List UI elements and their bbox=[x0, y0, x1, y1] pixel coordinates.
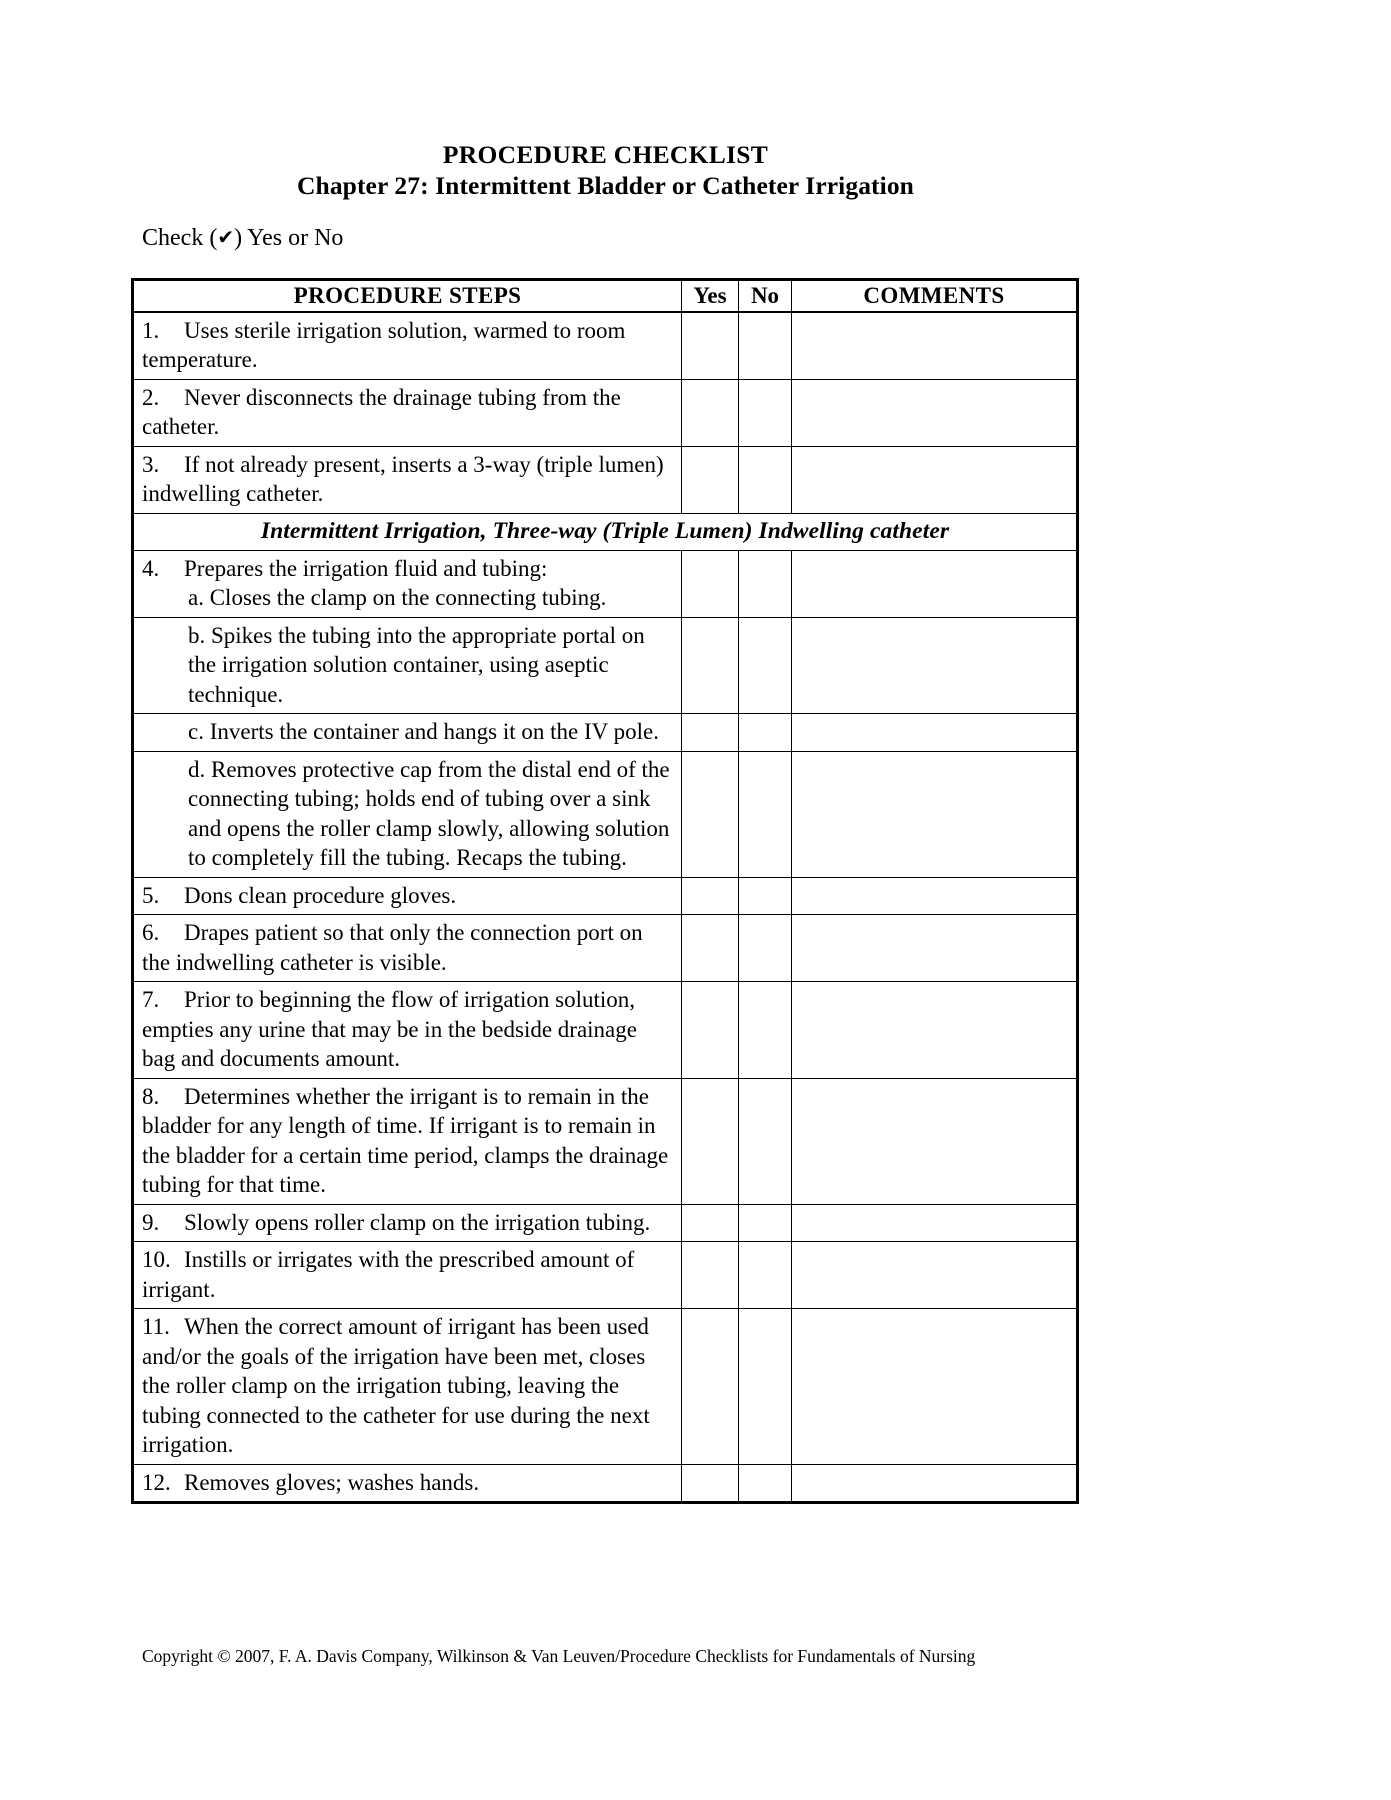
step-text: Determines whether the irrigant is to remain in the bladder for any length of time. If irrigant is to remain in the bladder for a certain time period, clamps the drainage tubing for that time. bbox=[142, 1083, 669, 1197]
table-row bbox=[133, 982, 1078, 1079]
no-checkbox-cell[interactable] bbox=[739, 617, 792, 714]
no-checkbox-cell[interactable] bbox=[739, 1464, 792, 1503]
comments-cell[interactable] bbox=[792, 714, 1078, 752]
comments-cell[interactable] bbox=[792, 751, 1078, 877]
yes-checkbox-cell[interactable] bbox=[682, 1242, 739, 1309]
step-number: 1. bbox=[142, 317, 160, 343]
no-checkbox-cell[interactable] bbox=[739, 751, 792, 877]
step-number: 4. bbox=[142, 555, 160, 581]
step-text-line bbox=[142, 918, 675, 977]
step-text: Drapes patient so that only the connection port on the indwelling catheter is visible. bbox=[142, 920, 643, 975]
step-text-line bbox=[142, 985, 675, 1074]
table-row bbox=[133, 877, 1078, 915]
step-text: Instills or irrigates with the prescribed amount of irrigant. bbox=[142, 1247, 635, 1302]
comments-cell[interactable] bbox=[792, 1078, 1078, 1204]
step-number: 8. bbox=[142, 1083, 160, 1109]
yes-checkbox-cell[interactable] bbox=[682, 982, 739, 1079]
procedure-step-cell bbox=[133, 1078, 682, 1204]
step-text: If not already present, inserts a 3-way (triple lumen) indwelling catheter. bbox=[142, 451, 664, 506]
yes-checkbox-cell[interactable] bbox=[682, 550, 739, 617]
check-instruction-prefix: Check ( bbox=[142, 225, 218, 251]
step-substep-text: c. Inverts the container and hangs it on the IV pole. bbox=[188, 719, 659, 744]
no-checkbox-cell[interactable] bbox=[739, 1204, 792, 1242]
step-text-line bbox=[142, 554, 675, 584]
procedure-step-cell bbox=[133, 1464, 682, 1503]
comments-cell[interactable] bbox=[792, 617, 1078, 714]
title-line-secondary: Chapter 27: Intermittent Bladder or Catheter Irrigation bbox=[297, 171, 914, 200]
step-text-line bbox=[142, 450, 675, 509]
yes-checkbox-cell[interactable] bbox=[682, 1204, 739, 1242]
document-title bbox=[133, 140, 1078, 202]
column-header-yes: Yes bbox=[682, 280, 739, 312]
no-checkbox-cell[interactable] bbox=[739, 379, 792, 446]
step-number: 2. bbox=[142, 384, 160, 410]
step-text-line bbox=[142, 1208, 675, 1238]
comments-cell[interactable] bbox=[792, 312, 1078, 380]
procedure-step-cell bbox=[133, 982, 682, 1079]
column-header-comments: COMMENTS bbox=[792, 280, 1078, 312]
table-row bbox=[133, 915, 1078, 982]
procedure-step-cell bbox=[133, 312, 682, 380]
procedure-step-cell bbox=[133, 550, 682, 617]
procedure-checklist-table bbox=[131, 278, 1079, 1504]
comments-cell[interactable] bbox=[792, 446, 1078, 513]
step-text: Slowly opens roller clamp on the irrigation tubing. bbox=[184, 1209, 651, 1235]
no-checkbox-cell[interactable] bbox=[739, 1078, 792, 1204]
step-text: Never disconnects the drainage tubing from the catheter. bbox=[142, 384, 621, 439]
yes-checkbox-cell[interactable] bbox=[682, 1078, 739, 1204]
no-checkbox-cell[interactable] bbox=[739, 915, 792, 982]
check-instruction bbox=[142, 223, 343, 253]
comments-cell[interactable] bbox=[792, 379, 1078, 446]
step-number: 9. bbox=[142, 1209, 160, 1235]
yes-checkbox-cell[interactable] bbox=[682, 617, 739, 714]
comments-cell[interactable] bbox=[792, 1242, 1078, 1309]
table-row bbox=[133, 312, 1078, 380]
step-number: 5. bbox=[142, 882, 160, 908]
procedure-step-cell bbox=[133, 1242, 682, 1309]
no-checkbox-cell[interactable] bbox=[739, 446, 792, 513]
comments-cell[interactable] bbox=[792, 915, 1078, 982]
procedure-step-cell bbox=[133, 877, 682, 915]
yes-checkbox-cell[interactable] bbox=[682, 915, 739, 982]
procedure-step-cell bbox=[133, 915, 682, 982]
table-row bbox=[133, 379, 1078, 446]
table-header bbox=[133, 280, 1078, 312]
table-row bbox=[133, 1204, 1078, 1242]
table-body bbox=[133, 312, 1078, 1503]
step-substep-text: a. Closes the clamp on the connecting tubing. bbox=[188, 585, 607, 610]
procedure-step-cell bbox=[133, 714, 682, 752]
procedure-step-cell bbox=[133, 446, 682, 513]
table-header-row bbox=[133, 280, 1078, 312]
step-number: 12. bbox=[142, 1469, 171, 1495]
comments-cell[interactable] bbox=[792, 1309, 1078, 1465]
table-row bbox=[133, 1242, 1078, 1309]
comments-cell[interactable] bbox=[792, 1464, 1078, 1503]
step-number: 11. bbox=[142, 1314, 170, 1339]
table-row bbox=[133, 446, 1078, 513]
step-text: When the correct amount of irrigant has been used and/or the goals of the irrigation have been met, closes the roller clamp on the irrigation tubing, leaving the tubing connected to the catheter for use during the next irrigation. bbox=[142, 1314, 650, 1457]
procedure-step-cell bbox=[133, 1204, 682, 1242]
comments-cell[interactable] bbox=[792, 1204, 1078, 1242]
step-text: Prepares the irrigation fluid and tubing: bbox=[184, 555, 548, 581]
checkmark-icon: ✔ bbox=[217, 225, 235, 249]
procedure-step-cell bbox=[133, 751, 682, 877]
no-checkbox-cell[interactable] bbox=[739, 312, 792, 380]
copyright-footer: Copyright © 2007, F. A. Davis Company, Wilkinson & Van Leuven/Procedure Checklists for Fundamentals of Nursing bbox=[142, 1646, 976, 1666]
yes-checkbox-cell[interactable] bbox=[682, 877, 739, 915]
table-row bbox=[133, 550, 1078, 617]
comments-cell[interactable] bbox=[792, 877, 1078, 915]
step-text: Uses sterile irrigation solution, warmed to room temperature. bbox=[142, 317, 626, 372]
step-text: Removes gloves; washes hands. bbox=[184, 1469, 480, 1495]
step-text-line bbox=[142, 881, 675, 911]
step-text-line bbox=[142, 1082, 675, 1200]
step-text-line bbox=[142, 316, 675, 375]
procedure-step-cell bbox=[133, 617, 682, 714]
section-heading: Intermittent Irrigation, Three-way (Triple Lumen) Indwelling catheter bbox=[133, 513, 1078, 550]
no-checkbox-cell[interactable] bbox=[739, 982, 792, 1079]
procedure-step-cell bbox=[133, 379, 682, 446]
column-header-no: No bbox=[739, 280, 792, 312]
table-section-row bbox=[133, 513, 1078, 550]
table-row bbox=[133, 1078, 1078, 1204]
check-instruction-suffix: ) Yes or No bbox=[234, 225, 344, 251]
step-text: Dons clean procedure gloves. bbox=[184, 882, 457, 908]
title-line-primary: PROCEDURE CHECKLIST bbox=[442, 140, 769, 169]
no-checkbox-cell[interactable] bbox=[739, 550, 792, 617]
yes-checkbox-cell[interactable] bbox=[682, 751, 739, 877]
step-text-line bbox=[142, 383, 675, 442]
yes-checkbox-cell[interactable] bbox=[682, 1309, 739, 1465]
table-row bbox=[133, 1309, 1078, 1465]
step-number: 3. bbox=[142, 451, 160, 477]
yes-checkbox-cell[interactable] bbox=[682, 312, 739, 380]
no-checkbox-cell[interactable] bbox=[739, 1242, 792, 1309]
table-row bbox=[133, 714, 1078, 752]
step-number: 10. bbox=[142, 1247, 171, 1272]
no-checkbox-cell[interactable] bbox=[739, 714, 792, 752]
table-row bbox=[133, 1464, 1078, 1503]
yes-checkbox-cell[interactable] bbox=[682, 446, 739, 513]
step-text-line bbox=[142, 1245, 675, 1304]
step-number: 7. bbox=[142, 987, 160, 1012]
no-checkbox-cell[interactable] bbox=[739, 1309, 792, 1465]
step-text-line bbox=[142, 1468, 675, 1498]
yes-checkbox-cell[interactable] bbox=[682, 379, 739, 446]
step-text-line bbox=[142, 1312, 675, 1460]
yes-checkbox-cell[interactable] bbox=[682, 1464, 739, 1503]
step-number: 6. bbox=[142, 920, 160, 945]
procedure-step-cell bbox=[133, 1309, 682, 1465]
no-checkbox-cell[interactable] bbox=[739, 877, 792, 915]
comments-cell[interactable] bbox=[792, 550, 1078, 617]
column-header-procedure-steps: PROCEDURE STEPS bbox=[133, 280, 682, 312]
table-row bbox=[133, 751, 1078, 877]
table-row bbox=[133, 617, 1078, 714]
yes-checkbox-cell[interactable] bbox=[682, 714, 739, 752]
step-substep-text: b. Spikes the tubing into the appropriate portal on the irrigation solution container, using aseptic technique. bbox=[188, 622, 645, 707]
step-text: Prior to beginning the flow of irrigation solution, empties any urine that may be in the bedside drainage bag and documents amount. bbox=[142, 987, 637, 1071]
comments-cell[interactable] bbox=[792, 982, 1078, 1079]
step-substep-text: d. Removes protective cap from the distal end of the connecting tubing; holds end of tubing over a sink and opens the roller clamp slowly, allowing solution to completely fill the tubing. Recaps the tubing. bbox=[188, 756, 670, 870]
